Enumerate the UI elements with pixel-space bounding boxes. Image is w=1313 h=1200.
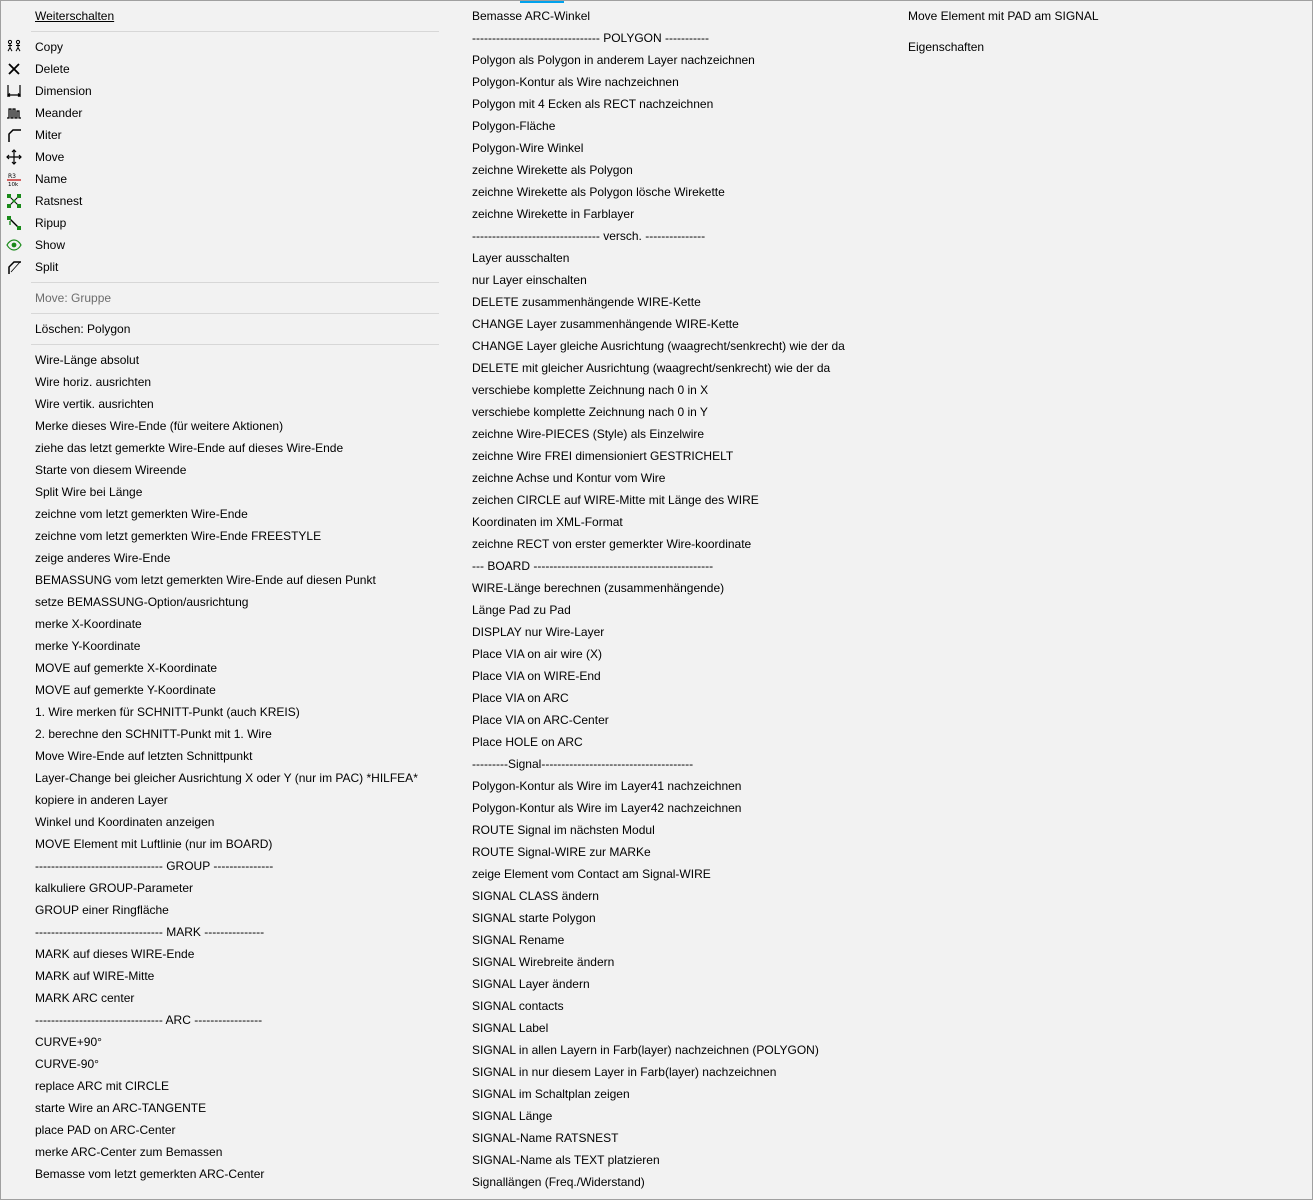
menu-item-label: zeichen CIRCLE auf WIRE-Mitte mit Länge des WIRE [472, 493, 759, 507]
menu-item-label: zeichne Wirekette als Polygon [472, 163, 633, 177]
menu-item-label: Meander [35, 106, 83, 120]
menu-item-dimension[interactable] [1, 80, 439, 102]
menu-item-label: Koordinaten im XML-Format [472, 515, 623, 529]
menu-item-label: SIGNAL-Name RATSNEST [472, 1131, 619, 1145]
menu-item-eigenschaften[interactable] [874, 36, 1310, 58]
menu-item[interactable] [438, 423, 874, 445]
menu-item-label: Layer ausschalten [472, 251, 570, 265]
menu-item-label: Löschen: Polygon [35, 322, 131, 336]
miter-icon [6, 127, 22, 143]
menu-item-label: Move Element mit PAD am SIGNAL [908, 9, 1099, 23]
menu-item-label: DISPLAY nur Wire-Layer [472, 625, 605, 639]
menu-item[interactable] [1, 789, 439, 811]
menu-item-label: Move: Gruppe [35, 291, 112, 305]
menu-item-label: Move Wire-Ende auf letzten Schnittpunkt [35, 749, 253, 763]
menu-item[interactable] [438, 885, 874, 907]
menu-item-label: MARK auf dieses WIRE-Ende [35, 947, 195, 961]
menu-item-label: Layer-Change bei gleicher Ausrichtung X oder Y (nur im PAC) *HILFEA* [35, 771, 418, 785]
menu-item-label: Ratsnest [35, 194, 83, 208]
menu-item-label: GROUP einer Ringfläche [35, 903, 169, 917]
menu-item-label: zeige anderes Wire-Ende [35, 551, 171, 565]
menu-item[interactable] [438, 181, 874, 203]
menu-item[interactable] [1, 679, 439, 701]
menu-item-label: SIGNAL starte Polygon [472, 911, 596, 925]
menu-item-label: SIGNAL contacts [472, 999, 564, 1013]
menu-item-ripup[interactable] [1, 212, 439, 234]
menu-item[interactable] [1, 1163, 439, 1185]
menu-item[interactable] [438, 379, 874, 401]
menu-item[interactable] [1, 943, 439, 965]
menu-section-header [438, 27, 874, 49]
menu-item-label: DELETE zusammenhängende WIRE-Kette [472, 295, 701, 309]
menu-item-copy[interactable] [1, 36, 439, 58]
menu-item-label: zeichne Achse und Kontur vom Wire [472, 471, 666, 485]
menu-item[interactable] [1, 525, 439, 547]
menu-item-label: Polygon mit 4 Ecken als RECT nachzeichnen [472, 97, 714, 111]
menu-item[interactable] [438, 797, 874, 819]
menu-item-label: Copy [35, 40, 64, 54]
menu-item-label: merke ARC-Center zum Bemassen [35, 1145, 223, 1159]
menu-item-label: WIRE-Länge berechnen (zusammenhängende) [472, 581, 725, 595]
menu-item[interactable] [438, 203, 874, 225]
menu-item-delete[interactable] [1, 58, 439, 80]
menu-separator [1, 340, 439, 349]
delete-icon [6, 61, 22, 77]
menu-item[interactable] [438, 731, 874, 753]
menu-item-label: Split Wire bei Länge [35, 485, 143, 499]
menu-section-header [1, 1009, 439, 1031]
menu-item-label: ziehe das letzt gemerkte Wire-Ende auf dieses Wire-Ende [35, 441, 344, 455]
menu-item[interactable] [1, 811, 439, 833]
menu-column-2 [438, 5, 874, 1193]
menu-item[interactable] [438, 643, 874, 665]
menu-item[interactable] [438, 929, 874, 951]
menu-item-label: zeichne Wire FREI dimensioniert GESTRICHELT [472, 449, 734, 463]
menu-item-label: Polygon-Kontur als Wire im Layer41 nachzeichnen [472, 779, 742, 793]
menu-item-label: Split [35, 260, 59, 274]
menu-item-loeschen-polygon[interactable] [1, 318, 439, 340]
menu-item[interactable] [438, 467, 874, 489]
menu-item[interactable] [438, 445, 874, 467]
menu-item[interactable] [438, 907, 874, 929]
menu-item[interactable] [1, 1097, 439, 1119]
menu-item-label: Länge Pad zu Pad [472, 603, 571, 617]
menu-item[interactable] [1, 877, 439, 899]
menu-item-label: Winkel und Koordinaten anzeigen [35, 815, 215, 829]
menu-item-label: CHANGE Layer gleiche Ausrichtung (waagrecht/senkrecht) wie der da [472, 339, 845, 353]
menu-section-header [1, 921, 439, 943]
menu-item[interactable] [438, 973, 874, 995]
menu-item[interactable] [438, 863, 874, 885]
menu-item-label: Delete [35, 62, 70, 76]
menu-item-label: Merke dieses Wire-Ende (für weitere Aktionen) [35, 419, 284, 433]
menu-item[interactable] [1, 459, 439, 481]
split-icon [6, 259, 22, 275]
menu-item-label: Wire-Länge absolut [35, 353, 140, 367]
menu-item-label: SIGNAL Länge [472, 1109, 553, 1123]
menu-item-label: BEMASSUNG vom letzt gemerkten Wire-Ende auf diesen Punkt [35, 573, 376, 587]
menu-item[interactable] [1, 613, 439, 635]
menu-item[interactable] [1, 1053, 439, 1075]
menu-column-3 [874, 5, 1310, 58]
menu-item[interactable] [1, 965, 439, 987]
menu-item[interactable] [438, 1017, 874, 1039]
menu-item-label: zeichne RECT von erster gemerkter Wire-koordinate [472, 537, 752, 551]
menu-item[interactable] [1, 723, 439, 745]
menu-item[interactable] [438, 709, 874, 731]
menu-item-label: Place VIA on WIRE-End [472, 669, 601, 683]
menu-item-label: Polygon als Polygon in anderem Layer nachzeichnen [472, 53, 755, 67]
menu-item[interactable] [1, 437, 439, 459]
menu-item[interactable] [1, 415, 439, 437]
menu-item-label: zeichne Wirekette als Polygon lösche Wirekette [472, 185, 725, 199]
menu-section-header [438, 555, 874, 577]
menu-item-label: Place VIA on air wire (X) [472, 647, 603, 661]
menu-item-label: starte Wire an ARC-TANGENTE [35, 1101, 207, 1115]
menu-section-header [1, 855, 439, 877]
menu-item[interactable] [874, 5, 1310, 27]
menu-item-label: SIGNAL Label [472, 1021, 549, 1035]
menu-item-label: Bemasse vom letzt gemerkten ARC-Center [35, 1167, 265, 1181]
menu-item-label: SIGNAL im Schaltplan zeigen [472, 1087, 630, 1101]
menu-item-label: ROUTE Signal-WIRE zur MARKe [472, 845, 651, 859]
menu-item-label: SIGNAL Wirebreite ändern [472, 955, 615, 969]
menu-item-label: SIGNAL Layer ändern [472, 977, 590, 991]
menu-spacer [874, 27, 1310, 36]
menu-item-label: SIGNAL in allen Layern in Farb(layer) nachzeichnen (POLYGON) [472, 1043, 819, 1057]
menu-item[interactable] [438, 511, 874, 533]
menu-item[interactable] [438, 775, 874, 797]
menu-item-label: verschiebe komplette Zeichnung nach 0 in Y [472, 405, 708, 419]
menu-item-label: CURVE-90° [35, 1057, 99, 1071]
menu-item[interactable] [1, 1075, 439, 1097]
menu-item-label: SIGNAL Rename [472, 933, 565, 947]
menu-item-label: Signallängen (Freq./Widerstand) [472, 1175, 645, 1189]
menu-item[interactable] [1, 701, 439, 723]
menu-item[interactable] [438, 115, 874, 137]
menu-item[interactable] [438, 951, 874, 973]
menu-item-miter[interactable] [1, 124, 439, 146]
meander-icon [6, 105, 22, 121]
menu-item-label: MARK ARC center [35, 991, 135, 1005]
menu-item-label: --- BOARD --------------------------------------------- [472, 559, 714, 573]
dimension-icon [6, 83, 22, 99]
menu-item[interactable] [1, 349, 439, 371]
menu-item[interactable] [438, 533, 874, 555]
menu-item[interactable] [1, 635, 439, 657]
menu-item[interactable] [1, 569, 439, 591]
menu-item-weiterschalten[interactable] [1, 5, 439, 27]
menu-item[interactable] [438, 401, 874, 423]
menu-item[interactable] [438, 1171, 874, 1193]
menu-item[interactable] [438, 1061, 874, 1083]
menu-item[interactable] [1, 371, 439, 393]
menu-item[interactable] [1, 987, 439, 1009]
menu-item[interactable] [438, 841, 874, 863]
menu-item-label: Weiterschalten [35, 9, 115, 23]
menu-item[interactable] [438, 71, 874, 93]
menu-item-label: DELETE mit gleicher Ausrichtung (waagrecht/senkrecht) wie der da [472, 361, 831, 375]
menu-separator [1, 27, 439, 36]
menu-item[interactable] [438, 687, 874, 709]
menu-item-label: place PAD on ARC-Center [35, 1123, 176, 1137]
menu-item-label: Wire vertik. ausrichten [35, 397, 154, 411]
menu-item-label: merke X-Koordinate [35, 617, 142, 631]
menu-item-label: Place VIA on ARC-Center [472, 713, 609, 727]
menu-item-label: Dimension [35, 84, 92, 98]
menu-item-label: -------------------------------- GROUP --------------- [35, 859, 274, 873]
menu-item[interactable] [1, 1119, 439, 1141]
menu-separator [1, 278, 439, 287]
menu-item[interactable] [438, 49, 874, 71]
menu-item-label: 2. berechne den SCHNITT-Punkt mit 1. Wire [35, 727, 272, 741]
menu-item[interactable] [1, 899, 439, 921]
menu-item-label: Polygon-Kontur als Wire nachzeichnen [472, 75, 679, 89]
menu-item[interactable] [438, 489, 874, 511]
menu-item-label: CURVE+90° [35, 1035, 102, 1049]
menu-item[interactable] [438, 577, 874, 599]
menu-item-label: Name [35, 172, 68, 186]
menu-item-label: MARK auf WIRE-Mitte [35, 969, 155, 983]
menu-column-1 [1, 5, 439, 1185]
menu-item-label: merke Y-Koordinate [35, 639, 141, 653]
menu-item-split[interactable] [1, 256, 439, 278]
menu-item[interactable] [1, 745, 439, 767]
menu-section-header [438, 225, 874, 247]
menu-item-label: kopiere in anderen Layer [35, 793, 168, 807]
menu-item[interactable] [1, 481, 439, 503]
menu-item-label: Bemasse ARC-Winkel [472, 9, 591, 23]
menu-item[interactable] [438, 1127, 874, 1149]
menu-item-label: Miter [35, 128, 62, 142]
menu-item-label: MOVE auf gemerkte Y-Koordinate [35, 683, 216, 697]
menu-item-label: -------------------------------- versch. --------------- [472, 229, 706, 243]
menu-item-label: -------------------------------- POLYGON ----------- [472, 31, 709, 45]
menu-item-label: Polygon-Wire Winkel [472, 141, 584, 155]
menu-item-label: Eigenschaften [908, 40, 985, 54]
menu-item-label: Place VIA on ARC [472, 691, 569, 705]
menu-item[interactable] [1, 1031, 439, 1053]
menu-item[interactable] [1, 591, 439, 613]
menu-item-label: verschiebe komplette Zeichnung nach 0 in X [472, 383, 709, 397]
menu-item-label: MOVE Element mit Luftlinie (nur im BOARD) [35, 837, 273, 851]
menu-item[interactable] [438, 621, 874, 643]
accent-bar [520, 1, 564, 3]
menu-item-label: Starte von diesem Wireende [35, 463, 187, 477]
menu-item-label: zeichne Wirekette in Farblayer [472, 207, 635, 221]
menu-item-label: Wire horiz. ausrichten [35, 375, 152, 389]
menu-item[interactable] [438, 335, 874, 357]
menu-item[interactable] [438, 269, 874, 291]
ratsnest-icon [6, 193, 22, 209]
menu-item-label: -------------------------------- ARC ----------------- [35, 1013, 263, 1027]
menu-item[interactable] [438, 1039, 874, 1061]
menu-item-label: Move [35, 150, 65, 164]
menu-separator [1, 309, 439, 318]
menu-item-name[interactable] [1, 168, 439, 190]
menu-item-label: ---------Signal-------------------------------------- [472, 757, 694, 771]
menu-item-label: Polygon-Fläche [472, 119, 556, 133]
show-icon [6, 237, 22, 253]
menu-item-label: ROUTE Signal im nächsten Modul [472, 823, 655, 837]
menu-item-label: zeichne vom letzt gemerkten Wire-Ende FREESTYLE [35, 529, 322, 543]
menu-item[interactable] [1, 1141, 439, 1163]
menu-item[interactable] [1, 503, 439, 525]
menu-item-label: zeichne Wire-PIECES (Style) als Einzelwire [472, 427, 705, 441]
menu-item[interactable] [438, 357, 874, 379]
move-icon [6, 149, 22, 165]
menu-item-label: replace ARC mit CIRCLE [35, 1079, 170, 1093]
menu-item-label: CHANGE Layer zusammenhängende WIRE-Kette [472, 317, 739, 331]
menu-item[interactable] [1, 833, 439, 855]
menu-item[interactable] [438, 819, 874, 841]
menu-item-label: 1. Wire merken für SCHNITT-Punkt (auch KREIS) [35, 705, 300, 719]
menu-item-move-gruppe [1, 287, 439, 309]
menu-item-label: SIGNAL in nur diesem Layer in Farb(layer) nachzeichnen [472, 1065, 777, 1079]
menu-item[interactable] [438, 1149, 874, 1171]
menu-item[interactable] [438, 247, 874, 269]
menu-item-label: SIGNAL CLASS ändern [472, 889, 599, 903]
menu-item[interactable] [438, 665, 874, 687]
menu-item[interactable] [1, 393, 439, 415]
menu-item-label: Place HOLE on ARC [472, 735, 583, 749]
menu-item[interactable] [1, 767, 439, 789]
menu-item-label: -------------------------------- MARK --------------- [35, 925, 265, 939]
menu-item[interactable] [1, 547, 439, 569]
name-icon [6, 171, 22, 187]
svg-text:10k: 10k [8, 182, 19, 187]
menu-item[interactable] [438, 159, 874, 181]
svg-text:R3: R3 [8, 173, 16, 180]
menu-item[interactable] [438, 93, 874, 115]
menu-item-label: Polygon-Kontur als Wire im Layer42 nachzeichnen [472, 801, 742, 815]
menu-item[interactable] [438, 313, 874, 335]
menu-item-ratsnest[interactable] [1, 190, 439, 212]
menu-item-label: SIGNAL-Name als TEXT platzieren [472, 1153, 660, 1167]
menu-item[interactable] [438, 1105, 874, 1127]
menu-item-label: Show [35, 238, 66, 252]
copy-icon [6, 39, 22, 55]
menu-item-label: nur Layer einschalten [472, 273, 587, 287]
menu-item[interactable] [1, 657, 439, 679]
menu-item[interactable] [438, 5, 874, 27]
menu-item-label: MOVE auf gemerkte X-Koordinate [35, 661, 218, 675]
menu-item-label: zeige Element vom Contact am Signal-WIRE [472, 867, 711, 881]
menu-item-meander[interactable] [1, 102, 439, 124]
menu-section-header [438, 753, 874, 775]
menu-item-show[interactable] [1, 234, 439, 256]
menu-item-move[interactable] [1, 146, 439, 168]
menu-item[interactable] [438, 1083, 874, 1105]
menu-item-label: Ripup [35, 216, 67, 230]
menu-item[interactable] [438, 599, 874, 621]
menu-item[interactable] [438, 137, 874, 159]
ripup-icon [6, 215, 22, 231]
menu-item[interactable] [438, 995, 874, 1017]
menu-item-label: setze BEMASSUNG-Option/ausrichtung [35, 595, 249, 609]
menu-item-label: zeichne vom letzt gemerkten Wire-Ende [35, 507, 248, 521]
menu-item-label: kalkuliere GROUP-Parameter [35, 881, 194, 895]
menu-item[interactable] [438, 291, 874, 313]
